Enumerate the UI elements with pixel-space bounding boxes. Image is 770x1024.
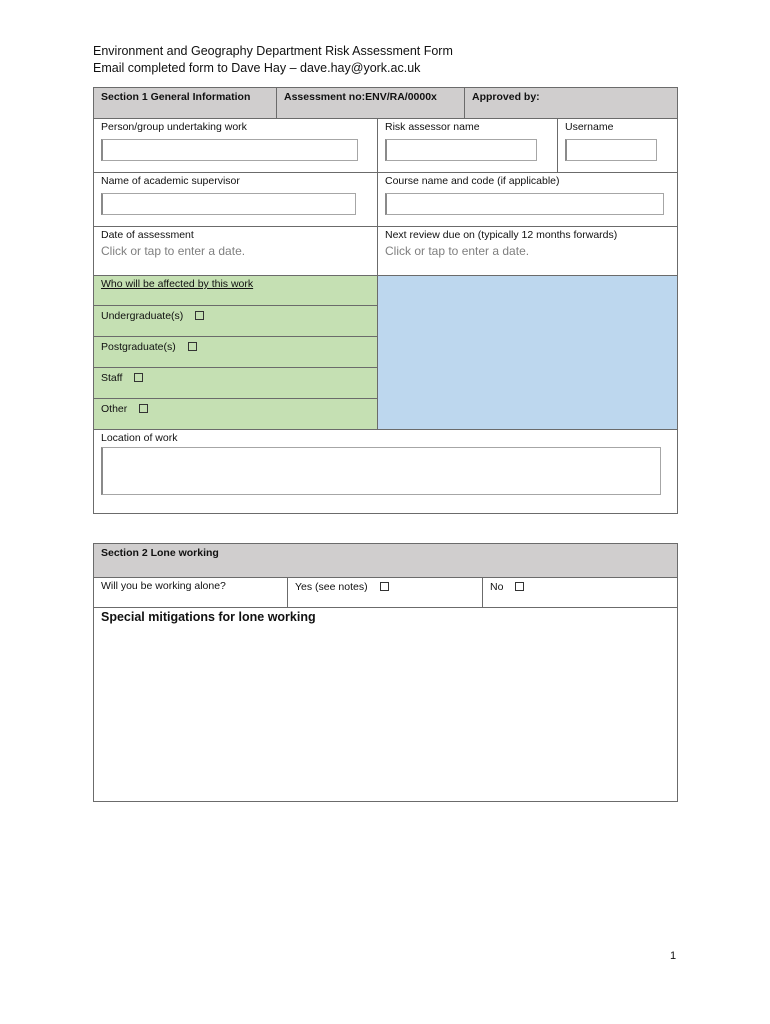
- blank-shaded-cell: [378, 276, 678, 430]
- section2-table: [93, 543, 678, 802]
- affected-option-undergraduate[interactable]: Undergraduate(s): [94, 306, 378, 337]
- review-date-picker[interactable]: Click or tap to enter a date.: [385, 244, 530, 258]
- affected-option-other[interactable]: Other: [94, 399, 378, 430]
- form-title: Environment and Geography Department Risk Assessment Form: [93, 44, 453, 58]
- supervisor-cell: [94, 173, 378, 227]
- username-cell: [558, 119, 678, 173]
- affected-title: Who will be affected by this work: [101, 278, 254, 290]
- checkbox-icon[interactable]: [195, 311, 204, 320]
- supervisor-input[interactable]: [101, 193, 356, 215]
- username-input[interactable]: [565, 139, 657, 161]
- username-label: Username: [565, 121, 614, 133]
- location-label: Location of work: [101, 432, 178, 444]
- email-instruction: Email completed form to Dave Hay – dave.hay@york.ac.uk: [93, 61, 421, 75]
- risk-assessor-cell: [378, 119, 558, 173]
- form-header: [93, 43, 453, 77]
- mitigations-title: Special mitigations for lone working: [101, 610, 316, 624]
- affected-option-staff[interactable]: Staff: [94, 368, 378, 399]
- location-cell: [94, 430, 678, 514]
- checkbox-icon[interactable]: [139, 404, 148, 413]
- mitigations-cell[interactable]: [94, 608, 678, 802]
- course-input[interactable]: [385, 193, 664, 215]
- lone-no-option[interactable]: No: [483, 578, 678, 608]
- supervisor-label: Name of academic supervisor: [101, 175, 240, 187]
- affected-option-postgraduate[interactable]: Postgraduate(s): [94, 337, 378, 368]
- person-group-cell: [94, 119, 378, 173]
- assessment-number: Assessment no:ENV/RA/0000x: [277, 88, 465, 119]
- course-label: Course name and code (if applicable): [385, 175, 560, 187]
- date-cell: [94, 227, 378, 276]
- lone-working-question: Will you be working alone?: [94, 578, 288, 608]
- date-label: Date of assessment: [101, 229, 194, 241]
- section2-title: Section 2 Lone working: [94, 544, 678, 578]
- course-cell: [378, 173, 678, 227]
- page-number: 1: [670, 950, 677, 962]
- risk-assessor-input[interactable]: [385, 139, 537, 161]
- checkbox-icon[interactable]: [515, 582, 524, 591]
- affected-title-cell: [94, 276, 378, 306]
- checkbox-icon[interactable]: [188, 342, 197, 351]
- review-label: Next review due on (typically 12 months forwards): [385, 229, 618, 241]
- date-picker[interactable]: Click or tap to enter a date.: [101, 244, 246, 258]
- lone-yes-option[interactable]: Yes (see notes): [288, 578, 483, 608]
- section1-table: [93, 87, 678, 514]
- review-cell: [378, 227, 678, 276]
- risk-assessor-label: Risk assessor name: [385, 121, 480, 133]
- location-input[interactable]: [101, 447, 661, 495]
- person-group-input[interactable]: [101, 139, 358, 161]
- section1-title: Section 1 General Information: [94, 88, 277, 119]
- checkbox-icon[interactable]: [134, 373, 143, 382]
- approved-by: Approved by:: [465, 88, 678, 119]
- person-group-label: Person/group undertaking work: [101, 121, 247, 133]
- checkbox-icon[interactable]: [380, 582, 389, 591]
